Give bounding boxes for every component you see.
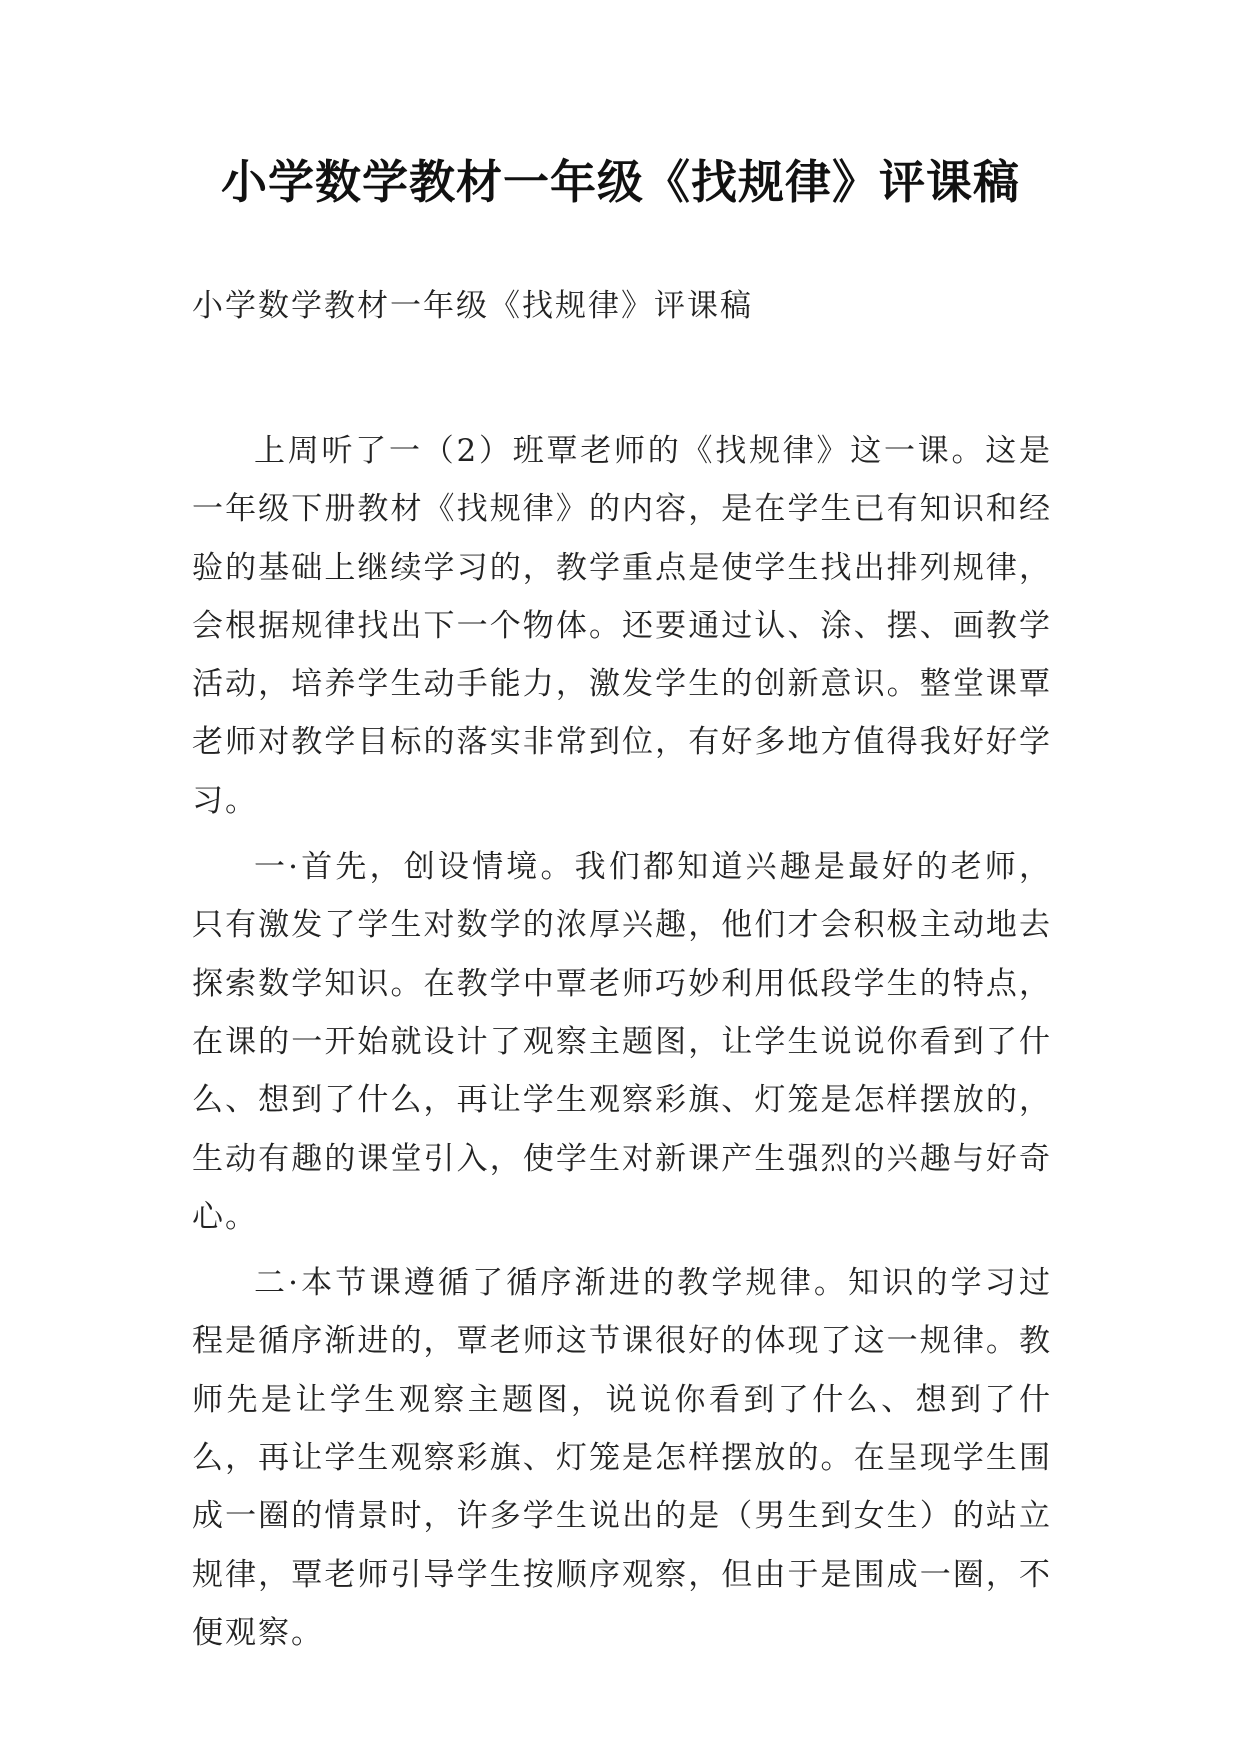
paragraph-point-one: 一·首先，创设情境。我们都知道兴趣是最好的老师，只有激发了学生对数学的浓厚兴趣，他们才会积极主动地去探索数学知识。在教学中覃老师巧妙利用低段学生的特点，在课的一开始就设计了观察主题图，让学生说说你看到了什么、想到了什么，再让学生观察彩旗、灯笼是怎样摆放的，生动有趣的课堂引入，使学生对新课产生强烈的兴趣与好奇心。 [192,849,1052,1235]
document-title: 小学数学教材一年级《找规律》评课稿 [221,155,1020,209]
document-subtitle: 小学数学教材一年级《找规律》评课稿 [192,288,753,324]
paragraph-point-two: 二·本节课遵循了循序渐进的教学规律。知识的学习过程是循序渐进的，覃老师这节课很好的体现了这一规律。教师先是让学生观察主题图，说说你看到了什么、想到了什么，再让学生观察彩旗、灯笼是怎样摆放的。在呈现学生围成一圈的情景时，许多学生说出的是（男生到女生）的站立规律，覃老师引导学生按顺序观察，但由于是围成一圈，不便观察。 [192,1265,1052,1651]
document-body [192,285,1052,1662]
paragraph-intro: 上周听了一（2）班覃老师的《找规律》这一课。这是一年级下册教材《找规律》的内容，是在学生已有知识和经验的基础上继续学习的，教学重点是使学生找出排列规律，会根据规律找出下一个物体。还要通过认、涂、摆、画教学活动，培养学生动手能力，激发学生的创新意识。整堂课覃老师对教学目标的落实非常到位，有好多地方值得我好好学习。 [192,433,1052,819]
